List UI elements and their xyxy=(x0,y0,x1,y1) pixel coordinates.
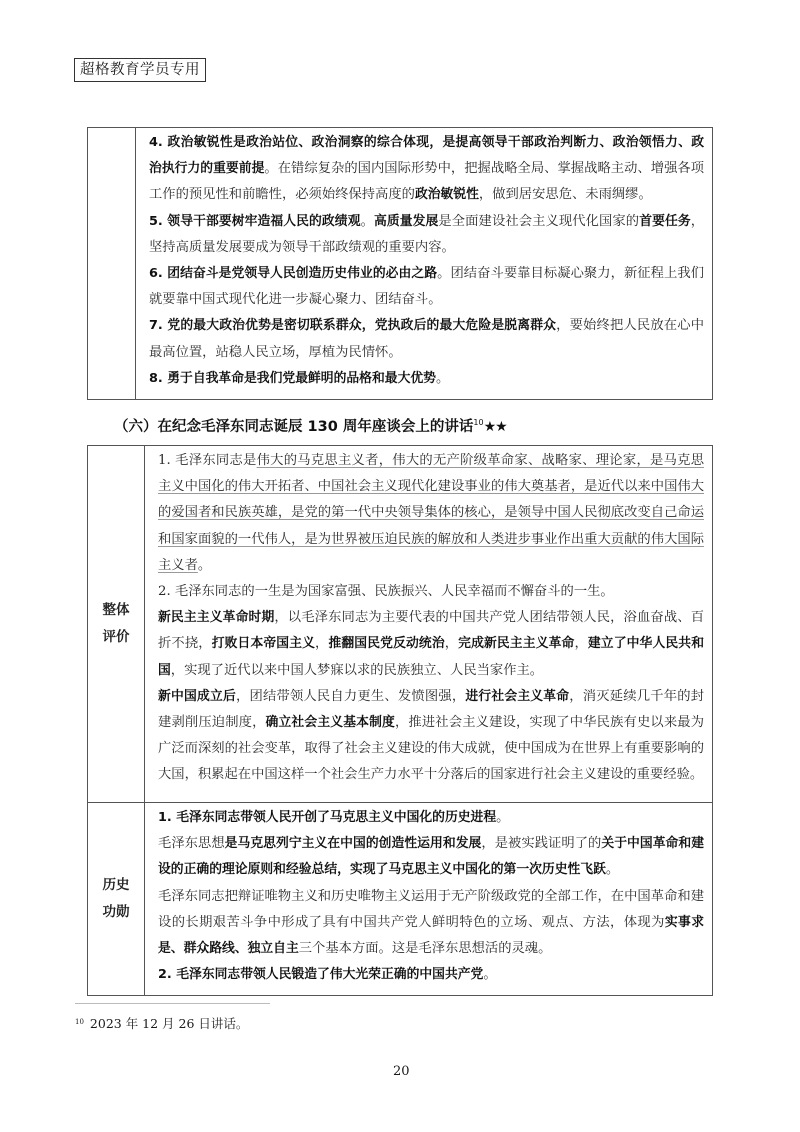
body-text: 毛泽东思想 xyxy=(158,836,225,852)
paragraph xyxy=(158,684,704,789)
paragraph xyxy=(149,261,704,313)
body-text: 。 xyxy=(483,967,497,983)
body-text: ，坚持高质量发展要成为领导干部政绩观的重要内容。 xyxy=(149,213,705,255)
emphasis-text: 进行社会主义革命 xyxy=(465,688,570,704)
body-text: 2. 毛泽东同志的一生是为国家富强、民族振兴、人民幸福而不懈奋斗的一生。 xyxy=(158,584,614,600)
emphasis-text: 完成新民主主义革命 xyxy=(458,636,575,652)
body-text: 。 xyxy=(197,557,212,573)
row-label xyxy=(88,446,145,803)
body-text: 毛泽东同志把辩证唯物主义和历史唯物主义运用于无产阶级政党的全部工作，在中国革命和建设的长期艰苦斗争中形成了具有中国共产党人鲜明特色的立场、观点、方法，体现为 xyxy=(158,888,704,930)
paragraph xyxy=(158,605,704,684)
footnote-marker: 10 xyxy=(75,1018,84,1026)
row-content xyxy=(145,446,713,803)
page-number: 20 xyxy=(393,1064,410,1079)
body-text: 。 xyxy=(360,213,374,229)
emphasis-text: 高质量发展 xyxy=(373,213,439,229)
body-text: 三个基本方面。这是毛泽东思想活的灵魂。 xyxy=(298,941,552,957)
body-text: ，实现了近代以来中国人梦寐以求的民族独立、人民当家作主。 xyxy=(170,662,544,678)
table-continued xyxy=(87,127,713,400)
emphasis-text: 首要任务 xyxy=(639,213,691,229)
row-content xyxy=(145,803,713,996)
watermark-stamp: 超格教育学员专用 xyxy=(74,58,206,82)
body-text: 。团结奋斗要靠目标凝心聚力，新征程上我们就要靠中国式现代化进一步凝心聚力、团结奋斗。 xyxy=(149,266,705,308)
emphasis-text: 确立社会主义基本制度 xyxy=(265,715,395,731)
label-line: 整体 xyxy=(102,602,130,618)
body-text: ，推进社会主义建设，实现了中华民族有史以来最为广泛而深刻的社会变革，取得了社会主义建设的伟大成就，使中国成为在世界上有重要影响的大国，积累起在中国这样一个社会生产力水平十分落后的国家进行社会主义建设的重要经验。 xyxy=(158,715,705,783)
emphasis-text: 1. 毛泽东同志带领人民开创了马克思主义中国化的历史进程 xyxy=(158,810,497,825)
emphasis-text: 政治敏锐性 xyxy=(414,187,479,203)
emphasis-text: 推翻国民党反动统治 xyxy=(328,636,445,652)
paragraph xyxy=(149,366,704,392)
footnote-divider xyxy=(75,1003,270,1004)
body-text: ， xyxy=(574,636,588,652)
footnote-ref[interactable]: 10 xyxy=(473,418,484,427)
content-cell xyxy=(145,803,712,991)
emphasis-text: 是马克思列宁主义在中国的创造性运用和发展 xyxy=(224,836,482,852)
body-text: 是全面建设社会主义现代化国家的 xyxy=(438,213,640,229)
table-row xyxy=(88,128,713,400)
emphasis-text: 2. 毛泽东同志带领人民锻造了伟大光荣正确的中国共产党 xyxy=(158,967,484,983)
body-text: 。 xyxy=(435,370,450,386)
content-cell xyxy=(145,446,712,792)
emphasis-text: 8. 勇于自我革命是我们党最鲜明的品格和最大优势 xyxy=(149,370,436,386)
emphasis-text: 建立了中华人民共和国 xyxy=(158,636,705,678)
paragraph xyxy=(158,884,704,963)
paragraph xyxy=(149,209,704,261)
body-text: ， xyxy=(315,636,329,652)
table-row-historical-merits xyxy=(88,803,713,996)
footnote xyxy=(75,1013,248,1033)
emphasis-text: 关于中国革命和建设的正确的理论原则和经验总结，实现了马克思主义中国化的第一次历史性飞跃 xyxy=(158,836,705,878)
emphasis-text: 新民主主义革命时期 xyxy=(158,610,275,626)
body-text: ， xyxy=(444,636,459,652)
footnote-text: 2023 年 12 月 26 日讲话。 xyxy=(89,1016,249,1031)
section-heading xyxy=(114,412,507,438)
emphasis-text: 7. 党的最大政治优势是密切联系群众，党执政后的最大危险是脱离群众 xyxy=(149,318,557,334)
body-text: ，以毛泽东同志为主要代表的中国共产党人团结带领人民，浴血奋战、百折不挠， xyxy=(158,610,705,652)
row-label xyxy=(88,803,145,996)
table-row-overall-evaluation xyxy=(88,446,713,803)
body-text: 。在错综复杂的国内国际形势中，把握战略全局、掌握战略主动、增强各项工作的预见性和前瞻性，必须始终保持高度的 xyxy=(149,161,705,203)
emphasis-text: 6. 团结奋斗是党领导人民创造历史伟业的必由之路 xyxy=(149,266,438,282)
label-line: 功勋 xyxy=(102,904,130,920)
body-text: 1. 毛泽东同志是 xyxy=(158,453,257,468)
body-text: ，要始终把人民放在心中最高位置，站稳人民立场，厚植为民情怀。 xyxy=(149,318,704,360)
star-rating-icon: ★★ xyxy=(483,419,507,435)
paragraph xyxy=(149,313,704,365)
body-text: ，团结带领人民自力更生、发愤图强， xyxy=(235,688,466,704)
paragraph xyxy=(149,130,704,209)
body-text: ，做到居安思危、未雨绸缪。 xyxy=(478,187,652,203)
emphasis-text: 4. 政治敏锐性是政治站位、政治洞察的综合体现，是提高领导干部政治判断力、政治领悟力、政治执行力的重要前提 xyxy=(149,135,704,177)
section-title: （六）在纪念毛泽东同志诞辰 130 周年座谈会上的讲话 xyxy=(114,419,474,435)
paragraph xyxy=(158,805,704,831)
emphasis-text: 实事求是、群众路线、独立自主 xyxy=(158,914,705,957)
paragraph xyxy=(158,579,704,605)
speech-summary-table xyxy=(87,445,713,996)
emphasis-text: 5. 领导干部要树牢造福人民的政绩观 xyxy=(149,213,361,229)
emphasis-text: 打败日本帝国主义 xyxy=(211,636,316,652)
row-label-empty xyxy=(88,128,136,400)
label-line: 历史 xyxy=(102,877,130,893)
body-text: ，是被实践证明了的 xyxy=(481,836,602,852)
body-text: ，消灭延续几千年的封建剥削压迫制度， xyxy=(158,688,705,731)
paragraph xyxy=(158,448,704,579)
row-content xyxy=(136,128,713,400)
body-text: 。 xyxy=(496,810,510,825)
emphasis-text: 新中国成立后 xyxy=(158,688,236,704)
label-line: 评价 xyxy=(102,629,130,645)
body-text: 。 xyxy=(605,862,620,878)
paragraph xyxy=(158,831,704,883)
paragraph xyxy=(158,962,704,988)
content-cell xyxy=(136,128,712,395)
body-text: 伟大的马克思主义者，伟大的无产阶级革命家、战略家、理论家，是马克思主义中国化的伟大开拓者、中国社会主义现代化建设事业的伟大奠基者，是近代以来中国伟大的爱国者和民族英雄，是党的第一代中央领导集体的核心，是领导中国人民彻底改变自己命运和国家面貌的一代伟人，是为世界被压迫民族的解放和人类进步事业作出重大贡献的伟大国际主义者 xyxy=(158,453,705,573)
